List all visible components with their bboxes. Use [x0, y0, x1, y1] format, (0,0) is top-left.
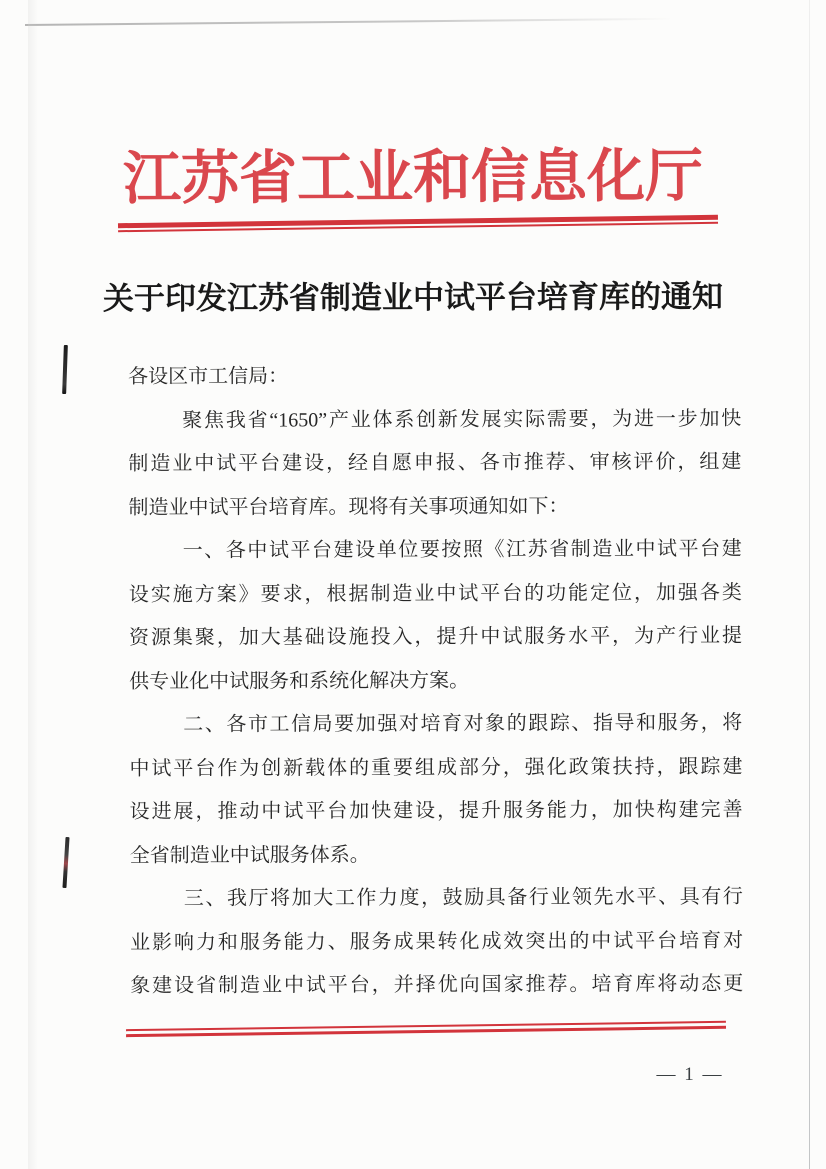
paragraph-1-line-3: 制造业中试平台培育库。现将有关事项通知如下：	[128, 494, 569, 519]
scan-edge-line	[25, 18, 673, 26]
paragraph-4-line-2: 业影响力和服务能力、服务成果转化成效突出的中试平台培育对	[130, 929, 744, 954]
page-number: — 1 —	[656, 1064, 724, 1085]
paragraph-3-line-4: 全省制造业中试服务体系。	[129, 843, 370, 867]
document-body	[128, 354, 743, 1009]
paragraph-4-line-3: 象建设省制造业中试平台，并择优向国家推荐。培育库将动态更	[130, 972, 744, 997]
paragraph-1-line-1: 聚焦我省“1650”产业体系创新发展实际需要，为进一步加快	[182, 407, 742, 432]
paragraph-4-line-1: 三、我厅将加大工作力度，鼓励具备行业领先水平、具有行	[183, 885, 743, 910]
paragraph-3-line-3: 设进展，推动中试平台加快建设，提升服务能力，加快构建完善	[129, 798, 743, 823]
footer-rule	[126, 1021, 726, 1038]
paragraph-3-line-1: 二、各市工信局要加强对培育对象的跟踪、指导和服务，将	[183, 711, 743, 736]
paragraph-2-line-1: 一、各中试平台建设单位要按照《江苏省制造业中试平台建	[182, 537, 742, 562]
letterhead-title: 江苏省工业和信息化厅	[122, 143, 704, 212]
document-title: 关于印发江苏省制造业中试平台培育库的通知	[102, 278, 724, 317]
binding-mark-top	[62, 345, 68, 394]
salutation: 各设区市工信局：	[128, 365, 289, 388]
paragraph-2-line-2: 设实施方案》要求，根据制造业中试平台的功能定位，加强各类	[128, 581, 742, 606]
paragraph-2-line-4: 供专业化中试服务和系统化解决方案。	[129, 669, 470, 693]
paragraph-1-line-2: 制造业中试平台建设，经自愿申报、各市推荐、审核评价，组建	[128, 450, 742, 475]
paragraph-3-line-2: 中试平台作为创新载体的重要组成部分，强化政策扶持，跟踪建	[129, 755, 743, 780]
paragraph-2-line-3: 资源集聚，加大基础设施投入，提升中试服务水平，为产行业提	[128, 624, 743, 649]
binding-mark-bottom	[62, 837, 69, 888]
letterhead-rule	[118, 215, 718, 232]
